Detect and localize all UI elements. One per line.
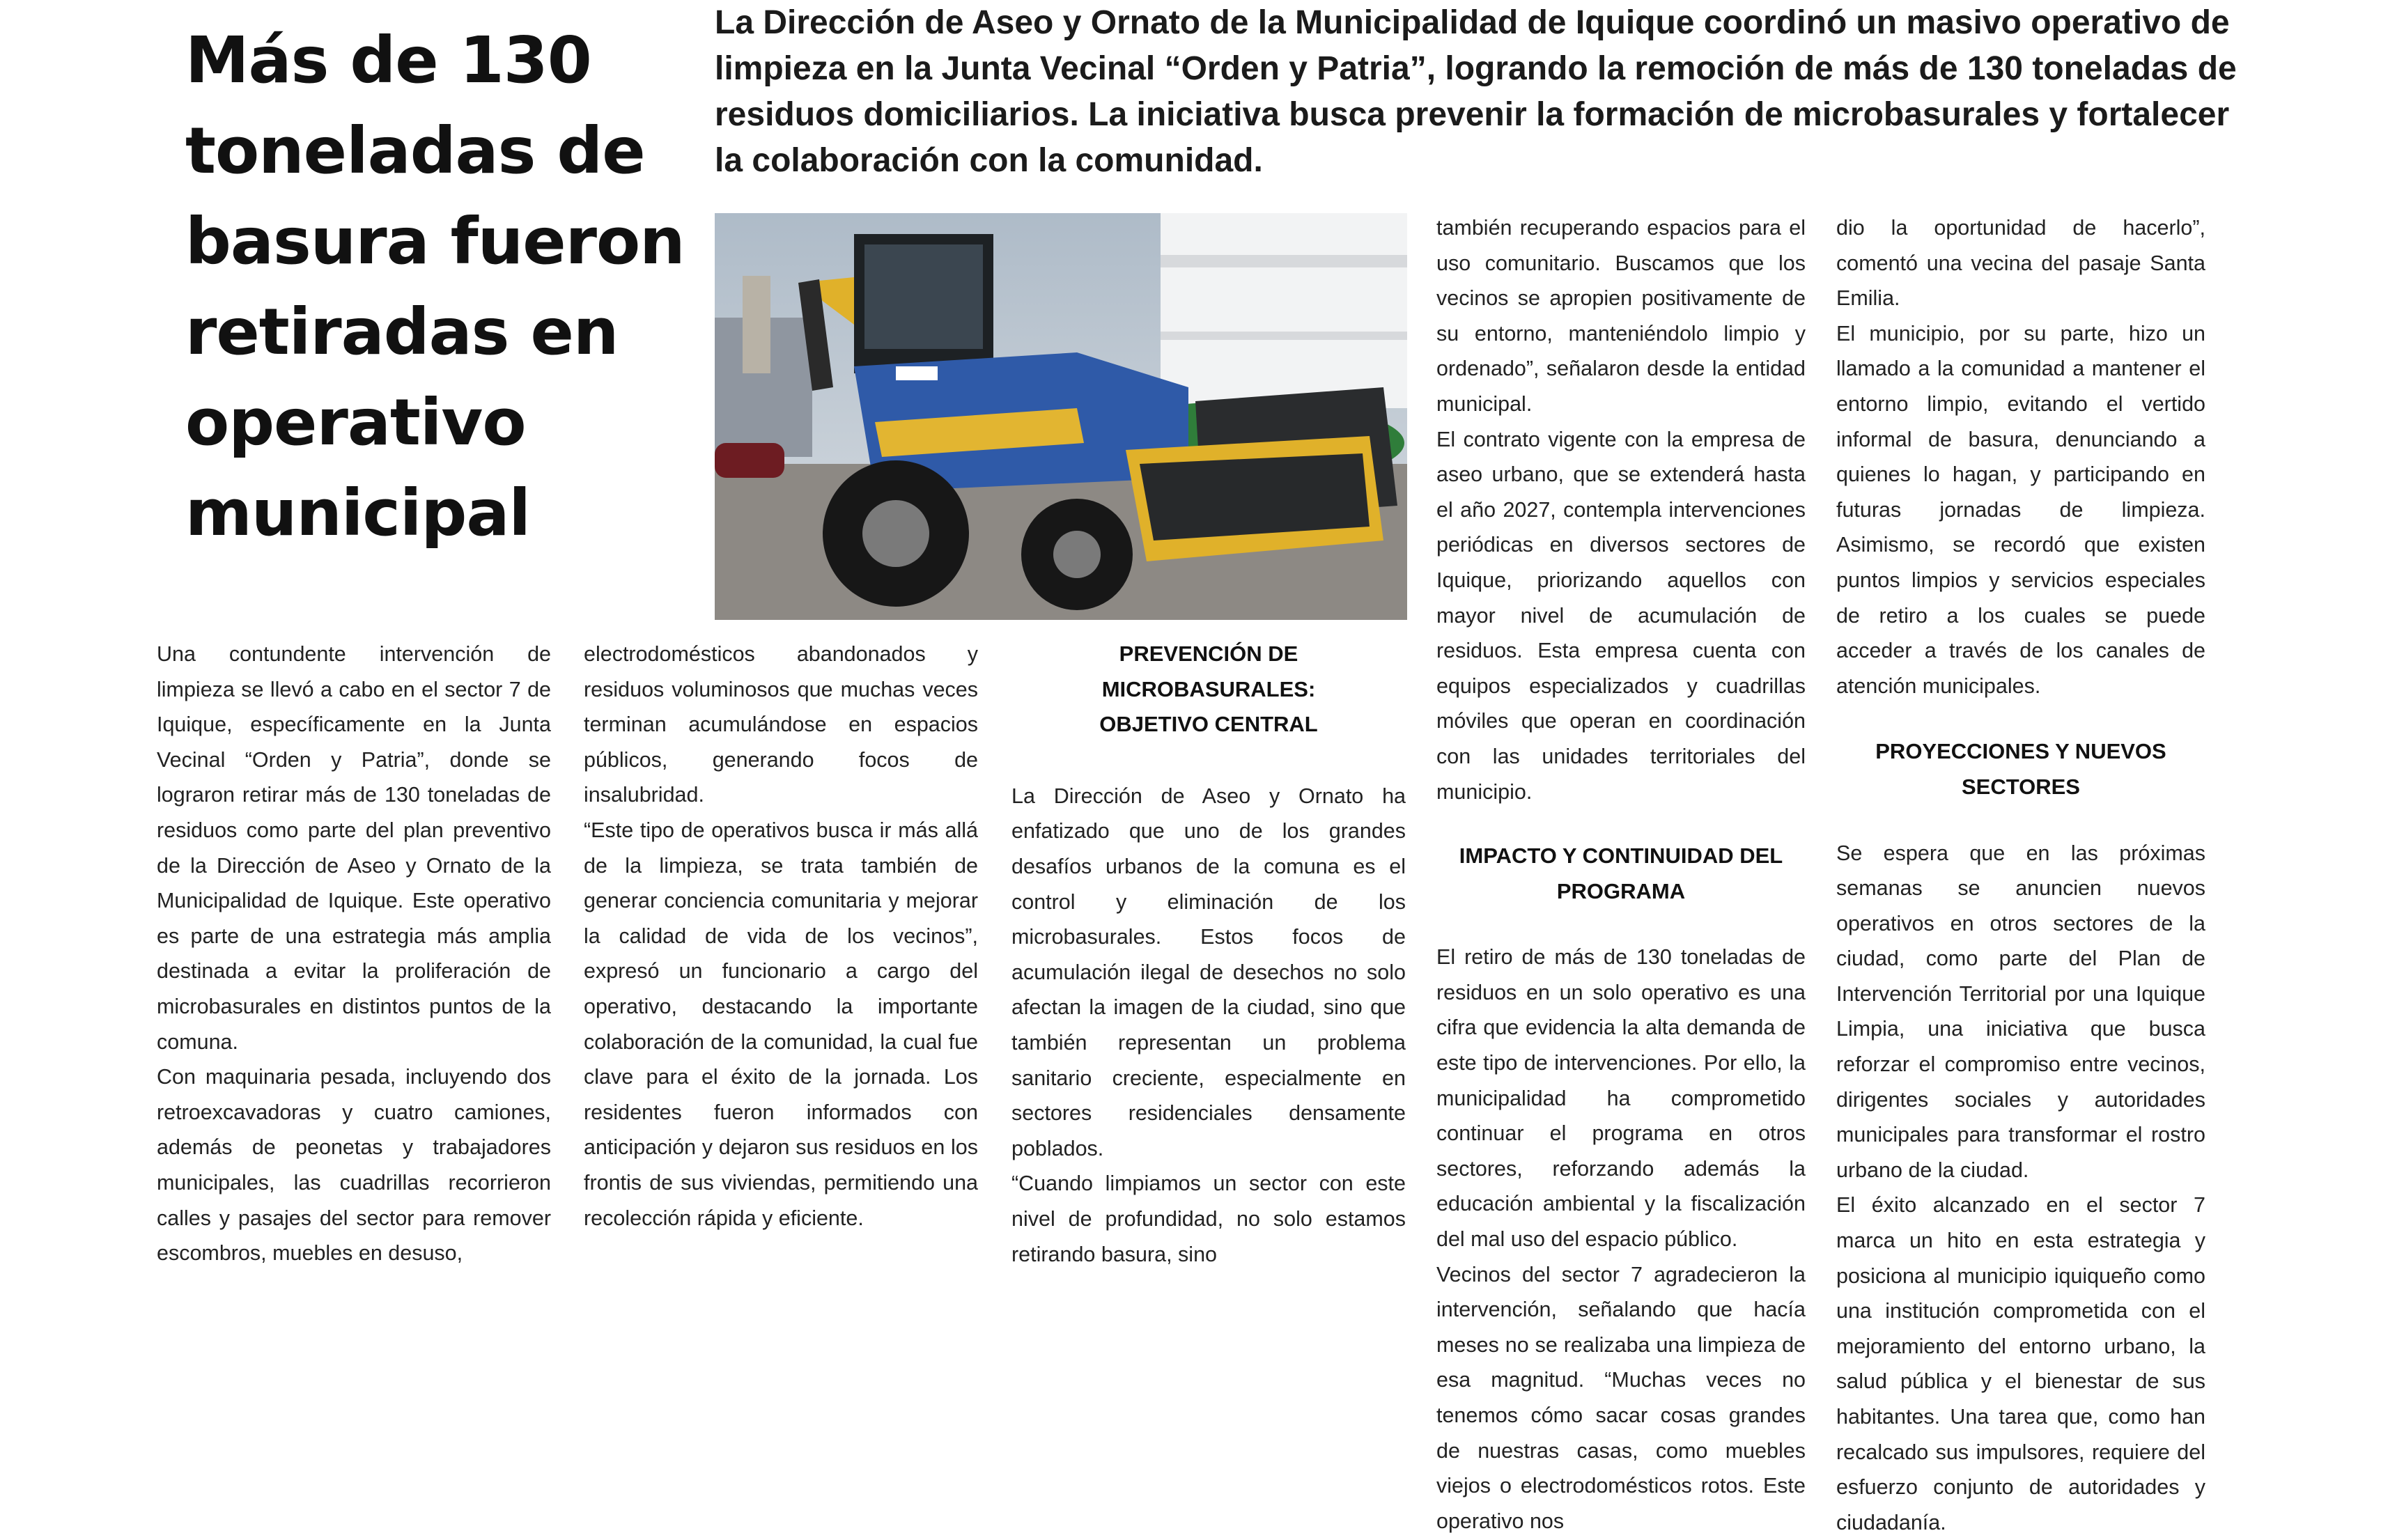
paragraph: El retiro de más de 130 toneladas de residuos en un solo operativo es una cifra que evidencia la alta demanda de este tipo de intervenciones. Por ello, la municipalidad ha comprometido continuar el programa en otros sectores, reforzando además la educación ambiental y la fiscalización del mal uso del espacio público. [1436, 945, 1806, 1252]
headline: Más de 130 toneladas de basura fueron retiradas en operativo municipal [185, 23, 685, 550]
paragraph: dio la oportunidad de hacerlo”, comentó una vecina del pasaje Santa Emilia. [1836, 216, 2205, 311]
article-column-5 [1836, 210, 2205, 1540]
paragraph: electrodomésticos abandonados y residuos voluminosos que muchas veces terminan acumulándose en espacios públicos, generando focos de insalubridad. [584, 642, 978, 807]
section-heading-impacto: IMPACTO Y CONTINUIDAD DEL PROGRAMA [1459, 843, 1783, 903]
paragraph: El contrato vigente con la empresa de aseo urbano, que se extenderá hasta el año 2027, contempla intervenciones periódicas en diversos sectores de Iquique, priorizando aquellos con mayor nivel de acumulación de residuos. Esta empresa cuenta con equipos especializados y cuadrillas móviles que operan en coordinación con las unidades territoriales del municipio. [1436, 427, 1806, 804]
paragraph: Una contundente intervención de limpieza se llevó a cabo en el sector 7 de Iquique, específicamente en la Junta Vecinal “Orden y Patria”, donde se lograron retirar más de 130 toneladas de residuos como parte del plan preventivo de la Dirección de Aseo y Ornato de la Municipalidad de Iquique. Este operativo es parte de una estrategia más amplia destinada a evitar la proliferación de microbasurales en distintos puntos de la comuna. [157, 642, 551, 1054]
paragraph: La Dirección de Aseo y Ornato ha enfatizado que uno de los grandes desafíos urbanos de la comuna es el control y eliminación de los microbasurales. Estos focos de acumulación ilegal de desechos no solo afectan la imagen de la ciudad, sino que también representan un problema sanitario creciente, especialmente en sectores residenciales densamente poblados. [1011, 784, 1406, 1160]
paragraph: “Cuando limpiamos un sector con este nivel de profundidad, no solo estamos retirando basura, sino [1011, 1172, 1406, 1266]
article-column-4 [1436, 210, 1806, 1539]
article-column-3 [1011, 637, 1406, 1272]
paragraph: El éxito alcanzado en el sector 7 marca un hito en esta estrategia y posiciona al municipio iquiqueño como una institución comprometida con el mejoramiento del entorno urbano, la salud pública y el bienestar de sus habitantes. Una tarea que, como han recalcado sus impulsores, requiere del esfuerzo conjunto de autoridades y ciudadanía. [1836, 1193, 2205, 1534]
paragraph: también recuperando espacios para el uso comunitario. Buscamos que los vecinos se apropien positivamente de su entorno, manteniéndolo limpio y ordenado”, señalaron desde la entidad municipal. [1436, 216, 1806, 416]
section-heading-proyecciones: PROYECCIONES Y NUEVOS SECTORES [1875, 739, 2166, 799]
paragraph: Vecinos del sector 7 agradecieron la intervención, señalando que hacía meses no se realizaba una limpieza de esa magnitud. “Muchas veces no tenemos cómo sacar cosas grandes de nuestras casas, como muebles viejos o electrodomésticos rotos. Este operativo nos [1436, 1262, 1806, 1533]
paragraph: El municipio, por su parte, hizo un llamado a la comunidad a mantener el entorno limpio, evitando el vertido informal de basura, denunciando a quienes lo hagan, y participando en futuras jornadas de limpieza. Asimismo, se recordó que existen puntos limpios y servicios especiales de retiro a los cuales se puede acceder a través de los canales de atención municipales. [1836, 321, 2205, 698]
lead-paragraph: La Dirección de Aseo y Ornato de la Municipalidad de Iquique coordinó un masivo operativo de limpieza en la Junta Vecinal “Orden y Patria”, logrando la remoción de más de 130 toneladas de residuos domiciliarios. La iniciativa busca prevenir la formación de microbasurales y fortalecer la colaboración con la comunidad. [715, 4, 2237, 179]
paragraph: “Este tipo de operativos busca ir más allá de la limpieza, se trata también de generar conciencia comunitaria y mejorar la calidad de vida de los vecinos”, expresó un funcionario a cargo del operativo, destacando la importante colaboración de la comunidad, la cual fue clave para el éxito de la jornada. Los residentes fueron informados con anticipación y dejaron sus residuos en los frontis de sus viviendas, permitiendo una recolección rápida y eficiente. [584, 818, 978, 1230]
spacer [1011, 742, 1406, 779]
paragraph: Se espera que en las próximas semanas se anuncien nuevos operativos en otros sectores de la ciudad, como parte del Plan de Intervención Territorial por una Iquique Limpia, una iniciativa que busca reforzar el compromiso entre vecinos, dirigentes sociales y autoridades municipales para transformar el rostro urbano de la ciudad. [1836, 841, 2205, 1182]
backhoe-photo [715, 213, 1407, 620]
article-column-1 [157, 637, 551, 1271]
section-heading-prevencion: PREVENCIÓN DE MICROBASURALES: OBJETIVO CENTRAL [1099, 641, 1318, 737]
paragraph: Con maquinaria pesada, incluyendo dos retroexcavadoras y cuatro camiones, además de peonetas y trabajadores municipales, las cuadrillas recorrieron calles y pasajes del sector para remover escombros, muebles en desuso, [157, 1065, 551, 1266]
article-column-2 [584, 637, 978, 1236]
